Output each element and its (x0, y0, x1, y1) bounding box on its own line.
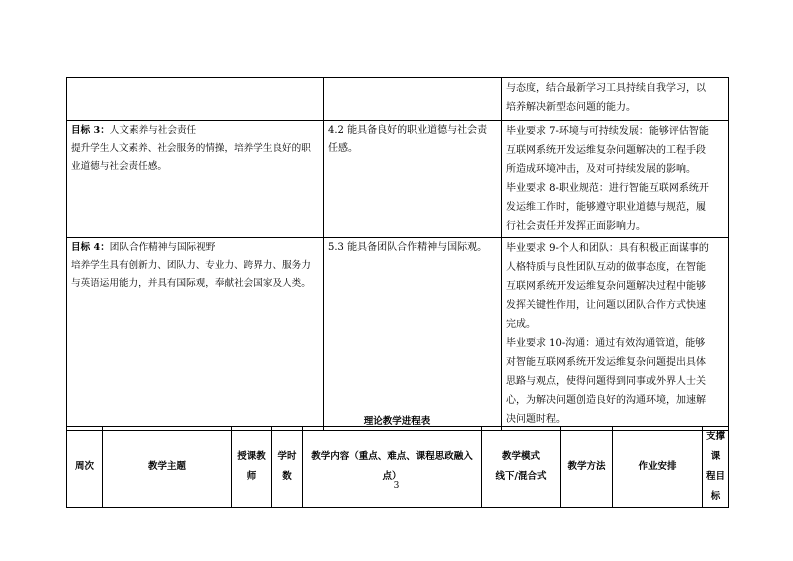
goal-title: 人文素养与社会责任 (109, 125, 197, 136)
schedule-title: 理论教学进程表 (363, 416, 431, 427)
goal-description-line: 与英语运用能力，并具有国际观，奉献社会国家及人类。 (71, 278, 311, 289)
requirement-line: 毕业要求 7-环境与可持续发展：能够评估智能 (506, 126, 709, 137)
requirement-line: 行社会责任并发挥正面影响力。 (506, 221, 646, 232)
indicator-cell (324, 78, 502, 121)
header-mode: 教学模式 线下/混合式 (482, 427, 561, 508)
page-number: 3 (393, 481, 400, 491)
schedule-header-row (67, 427, 729, 508)
graduation-requirement-cell (502, 78, 729, 121)
indicator-line: 任感。 (328, 143, 358, 154)
goal-cell (67, 238, 324, 431)
header-teacher: 授课教 师 (232, 427, 272, 508)
header-hours: 学时 数 (272, 427, 303, 508)
graduation-requirement-cell (502, 238, 729, 431)
requirement-line: 互联网系统开发运维复杂问题解决的工程手段 (506, 145, 706, 156)
indicator-cell (324, 121, 502, 238)
requirement-line: 发运维工作时，能够遵守职业道德与规范，履 (506, 202, 706, 213)
requirement-line: 完成。 (506, 319, 536, 330)
requirement-line: 心，为解决问题创造良好的沟通环境，加速解 (506, 395, 706, 406)
requirement-line: 决问题时程。 (506, 414, 566, 425)
goal-cell (67, 121, 324, 238)
indicator-line: 4.2 能具备良好的职业道德与社会责 (328, 125, 488, 136)
requirement-line: 与态度，结合最新学习工具持续自我学习，以 (506, 83, 706, 94)
requirement-line: 毕业要求 9-个人和团队：具有积极正面谋事的 (506, 243, 709, 254)
header-topic: 教学主题 (103, 427, 232, 508)
header-homework: 作业安排 (613, 427, 703, 508)
requirement-line: 所造成环境冲击，及对可持续发展的影响。 (506, 164, 696, 175)
requirement-line: 对智能互联网系统开发运维复杂问题提出具体 (506, 357, 706, 368)
header-content: 教学内容（重点、难点、课程思政融入 点） (303, 427, 482, 508)
header-goal-support: 支撑课 程目标 (703, 427, 729, 508)
goal-description-line: 提升学生人文素养、社会服务的情操，培养学生良好的职 (71, 143, 311, 154)
theory-schedule-table (66, 426, 729, 508)
requirement-line: 培养解决新型态问题的能力。 (506, 102, 636, 113)
goal-cell (67, 78, 324, 121)
requirement-line: 人格特质与良性团队互动的做事态度，在智能 (506, 262, 706, 273)
table-row (67, 78, 729, 121)
goal-description-line: 培养学生具有创新力、团队力、专业力、跨界力、服务力 (71, 260, 311, 271)
header-method: 教学方法 (561, 427, 613, 508)
requirement-line: 思路与观点，使得问题得到同事或外界人士关 (506, 376, 706, 387)
requirement-line: 互联网系统开发运维复杂问题解决过程中能够 (506, 281, 706, 292)
graduation-requirement-cell (502, 121, 729, 238)
requirement-line: 毕业要求 8-职业规范：进行智能互联网系统开 (506, 183, 709, 194)
course-goals-table (66, 77, 729, 431)
goal-title: 团队合作精神与国际视野 (109, 242, 216, 253)
goal-label: 目标 3： (71, 125, 110, 136)
goal-description-line: 业道德与社会责任感。 (71, 161, 167, 172)
header-week: 周次 (67, 427, 103, 508)
table-row (67, 121, 729, 238)
table-row (67, 238, 729, 431)
requirement-line: 毕业要求 10-沟通：通过有效沟通管道，能够 (506, 338, 706, 349)
requirement-line: 发挥关键性作用，让问题以团队合作方式快速 (506, 300, 706, 311)
goal-label: 目标 4： (71, 242, 110, 253)
indicator-cell (324, 238, 502, 431)
indicator-line: 5.3 能具备团队合作精神与国际观。 (328, 242, 488, 253)
